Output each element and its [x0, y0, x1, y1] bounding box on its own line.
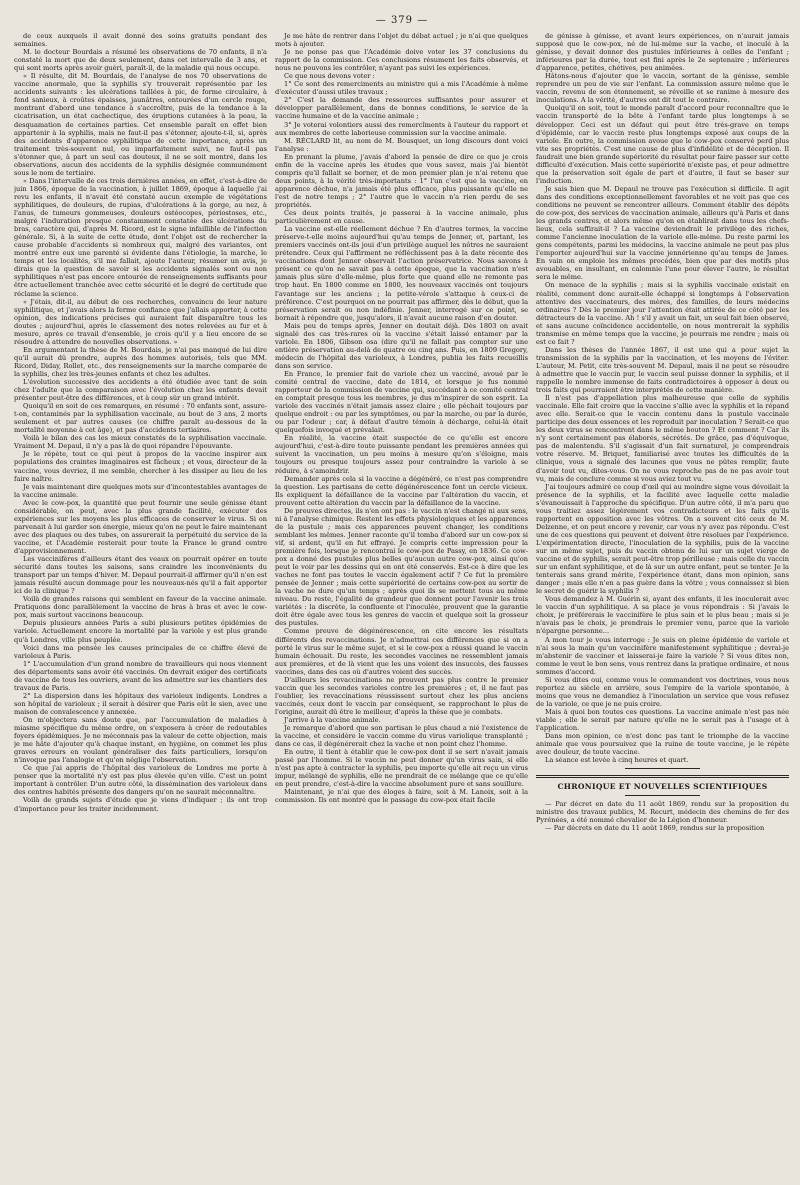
paragraph: Je vais maintenant dire quelques mots sur d'incontestables avantages de la vaccine animale.	[14, 482, 267, 499]
paragraph: En prenant la plume, j'avais d'abord la pensée de dire ce que je crois enfin de la vaccine après les études que vous savez, mais j'ai bientôt compris qu'il fallait se borner, et de mon premier plan je n'ai retenu que deux points, à la vérité très-importants : 1° l'un c'est que la vaccine, en apparence déchue, n'a jamais été plus efficace, plus puissante qu'elle ne l'est de notre temps ; 2° l'autre que le vaccin n'a rien perdu de ses propriétés.	[275, 152, 528, 209]
paragraph: 1° Ce sont des remerciments au ministre qui a mis l'Académie à même d'exécuter d'aussi utiles travaux ;	[275, 80, 528, 97]
paragraph: 2° C'est la demande des ressources suffisantes pour assurer et développer parallèlement, dans de bonnes conditions, le service de la vaccine humaine et de la vaccine animale ;	[275, 96, 528, 121]
paragraph: « Il résulte, dit M. Bourdais, de l'analyse de nos 70 observations de vaccine anormale, que la syphilis s'y trouverait représentée par les accidents suivants : les ulcérations taillées à pic, de forme circulaire, à fond sanieux, à croûtes épaisses, jaunâtres, entourées d'un cercle rouge, montrant d'abord une tendance à s'accroître, puis de la tendance à la cicatrisation, un état cachectique, des éruptions cutanées à la peau, la desquamation de certaines parties. Cet ensemble paraît en effet bien appartenir à la syphilis, mais ne faut-il pas s'étonner, ajoute-t-il, si, après des accidents d'apparence syphilitique de cette importance, après un traitement très-souvent nul, ou imparfaitement suivi, ne faut-il pas s'étonner que, à part un seul cas douteux, il ne se soit montré, dans les observations, aucun des accidents de la syphilis désignée communément sous le nom de tertiaire.	[14, 72, 267, 177]
paragraph: Je sais bien que M. Depaul ne trouve pas l'exécution si difficile. Il agit dans des conditions exceptionnellement favorables et ne voit pas que ces conditions ne peuvent se rencontrer ailleurs. Comment établir des dépôts de cow-pox, des services de vaccination animale, ailleurs qu'à Paris et dans les grands centres, et alors même qu'on en établirait dans tous les chefs-lieux, cela suffirait-il ? La vaccine deviendrait le privilège des riches, comme l'ancienne inoculation de la variole elle-même. Du reste parmi les gens compétents, parmi les médecins, la vaccine animale ne peut pas plus l'emporter aujourd'hui sur la vaccine jennérienne qu'au temps de James. En vain on emploie les mêmes procédés, bien que par des motifs plus avouables, en insultant, en calomnie l'une pour élever l'autre, le résultat sera le même.	[536, 184, 789, 282]
columns	[14, 32, 790, 1180]
paragraph: La séance est levée à cinq heures et quart.	[545, 756, 689, 765]
paragraph: En réalité, la vaccine était suspectée de ce qu'elle est encore aujourd'hui, c'est-à-dire toute puissante pendant les premières années qui suivent la vaccination, un peu moins à mesure qu'on s'éloigne, mais toujours ou presque toujours assez pour contraindre la variole à se réduire, à s'amoindrir.	[275, 434, 528, 475]
paragraph: Voilà de grandes raisons qui semblent en faveur de la vaccine animale. Pratiquons donc parallèlement la vaccine de bras à bras et avec le cow-pox, mais surtout vaccinons beaucoup.	[14, 595, 267, 620]
paragraph: Demander après cela si la vaccine a dégénéré, ce n'est pas comprendre la question. Les partisans de cette dégénérescence font un cercle vicieux. Ils expliquent la défaillance de la vaccine par l'altération du vaccin, et prouvent cette altération du vaccin par la défaillance de la vaccine.	[275, 474, 528, 507]
paragraph: Vous demandez à M. Guérin si, ayant des enfants, il les inoculerait avec le vaccin d'un syphilitique. A sa place je vous répondrais : Si j'avais le choix, je préférerais le vaccinifère le plus sain et le plus beau ; mais si je n'avais pas le choix, je prendrais le premier venu, parce que la variole n'épargne personne...	[536, 595, 789, 636]
page-number: — 379 —	[375, 15, 429, 26]
paragraph: de ceux auxquels il avait donné des soins gratuits pendant des semaines.	[14, 32, 267, 49]
paragraph: 3° Je voterai volontiers aussi des remercîments à l'auteur du rapport et aux membres de cette laborieuse commission sur la vaccine animale.	[275, 120, 528, 137]
column-2	[275, 32, 528, 1180]
paragraph: Je ne pense pas que l'Académie doive voter les 37 conclusions du rapport de la commission. Ces conclusions résument les faits observés, et nous ne pouvons les contrôler, n'ayant pas suivi les expériences.	[275, 48, 528, 73]
section-rule	[536, 775, 789, 778]
paragraph: Je remarque d'abord que son partisan le plus chaud a nié l'existence de la vaccine, et considère le vaccin comme du virus variolique transplanté ; dans ce cas, il dégénérerait chez la vache et non point chez l'homme.	[275, 724, 528, 749]
paragraph: Il n'est pas d'appellation plus malheureuse que celle de syphilis vaccinale. Elle fait croire que la vaccine s'allie avec la syphilis et la répand avec elle. Serait-ce que le vaccin contenu dans la pustule vaccinale participe des deux essences et les reproduit par inoculation ? Serait-ce que les deux virus se rencontrent dans le même bouton ? Et comment ? Car ils n'y sont certainement pas élaborés, sécrétés. De grâce, pas d'équivoque, pas de malentendu. S'il s'agissait d'un fait surnaturel, je comprendrais votre réserve. M. Briquet, familiarisé avec toutes les difficultés de la clinique, vous a signalé des lacunes que vous ne pûtes remplir, faute d'avoir tout vu, dites-vous. On ne vous reproche pas de ne pas avoir tout vu, mais de conclure comme si vous aviez tout vu.	[536, 394, 789, 483]
paragraph: Ces deux points traités, je passerai à la vaccine animale, plus particulièrement en cause.	[275, 209, 528, 226]
paragraph: de génisse à génisse, et avant leurs expériences, on n'aurait jamais supposé que le cow-pox, né de lui-même sur la vache, et inoculé à la génisse, y devait donner des pustules inférieures à celles de l'enfant ; inférieures par la durée, tout est fini après le 2e septenaire ; inférieures d'apparence, petites, chétives, peu animées.	[536, 32, 789, 73]
paragraph: Quoiqu'il en soit, tout le monde paraît d'accord pour reconnaître que le vaccin transporté de la bête à l'enfant tarde plus longtemps à se développer. Ceci est un défaut qui peut être très-grave en temps d'épidémie, car le vaccin reste plus longtemps exposé aux coups de la variole. En outre, la commission avoue que le cow-pox conservé perd plus vite ses propriétés. C'est une cause de plus d'infidélité et de déception. Il faudrait une bien grande supériorité du résultat pour faire passer sur cette difficulté d'exécution. Mais cette supériorité n'existe pas, et pour admettre que la préservation soit égale de part et d'autre, il faut se baser sur l'induction.	[536, 104, 789, 185]
paragraph: De preuves directes, ils n'en ont pas : le vaccin n'est changé ni aux sens, ni à l'analyse chimique. Restent les effets physiologiques et les apparences de la pustule ; mais ces apparences peuvent changer, les conditions semblant les mêmes. Jenner raconte qu'il tomba d'abord sur un cow-pox si vif, si ardent, qu'il en fut effrayé. Je compris cette impression pour la première fois, lorsque je rencontrai le cow-pox de Passy, en 1836. Ce cow-pox a donné des pustules plus belles qu'aucun autre cow-pox, ainsi qu'on peut le voir par les dessins qui en ont été conservés. Est-ce à dire que les vaches ne font pas toutes le vaccin également actif ? Ce fut la première pensée de Jenner ; mais cette supériorité de certains cow-pox au sortir de la vache ne dure qu'un temps ; après quoi ils se mettent tous au même niveau. Du reste, l'égalité de grandeur que donnent pour l'avenir les trois variétés : la discrète, la confluente et l'inoculée, prouvent que la garantie doit être égale avec tous les genres de vaccin et quelque soit la grosseur des pustules.	[275, 506, 528, 628]
paragraph: Voici dans ma pensée les causes principales de ce chiffre élevé de varioleux à Paris.	[14, 643, 267, 660]
paragraph: M. RÉCLARD lit, au nom de M. Bousquet, un long discours dont voici l'analyse :	[275, 136, 528, 153]
news-item: — Par décrets en date du 11 août 1869, rendus sur la proposition	[545, 824, 765, 833]
paragraph: On m'objectera sans doute que, par l'accumulation de maladies à miasme spécifique du même ordre, on s'exposera à créer de redoutables foyers épidémiques. Je ne méconnais pas la valeur de cette objection, mais je me hâte d'ajouter qu'à chaque instant, en hygiène, on commet les plus graves erreurs en voulant généraliser des faits particuliers, lorsqu'on n'invoque pas l'analogie et qu'on néglige l'observation.	[14, 715, 267, 765]
paragraph: Mais à quoi bon toutes ces questions. La vaccine animale n'est pas née viable ; elle le serait par nature qu'elle ne le serait pas à l'usage et à l'application.	[536, 707, 789, 733]
paragraph: « Dans l'intervalle de ces trois dernières années, en effet, c'est-à-dire de juin 1866, époque de la vaccination, à juillet 1869, époque à laquelle j'ai revu les enfants, il n'avait été constaté aucun exemple de végétations syphilitiques, de douleurs, de rupias, d'ulcérations à la gorge, au nez, à l'anus, de tumeurs gommeuses, douleurs ostéocopes, périostoses, etc., malgré l'induration presque constamment constatée des ulcérations du bras, caractère qui, d'après M. Ricord, est le signe infaillible de l'infection générale. Si, à la suite de cette étude, dont l'objet est de rechercher la cause probable d'accidents si nombreux qui, malgré des variantes, ont montré entre eux une parenté si évidente dans l'étiologie, la marche, le temps et les localités, s'il me fallait, ajoute l'auteur, résumer un avis, je dirais que la question de savoir si les accidents signalés sont ou non syphilitiques n'est pas encore entourée de renseignements suffisants pour être actuellement tranchée avec cette sécurité et le degré de certitude que réclame la science.	[14, 176, 267, 298]
paragraph: Je me hâte de rentrer dans l'objet du débat actuel ; je n'ai que quelques mots à ajouter.	[275, 32, 528, 49]
paragraph: A mon tour je vous interroge : Je suis en pleine épidémie de variole et n'ai sous la main qu'un vaccinifère manifestement syphilitique ; devrai-je m'abstenir de vacciner et laisserai-je faire la variole ? Si vous dites non, comme le veut le bon sens, vous rentrez dans la pratique ordinaire, et nous sommes d'accord.	[536, 635, 789, 676]
paragraph: D'ailleurs les revaccinations ne prouvent pas plus contre le premier vaccin que les secondes varioles contre les premières ; et, il ne faut pas l'oublier, les revaccinations réussissent surtout chez les plus anciens vaccinés, ceux dont le vaccin par conséquent, se rapprochant le plus de l'origine, aurait dû être le meilleur, d'après la thèse que je combats.	[275, 675, 528, 716]
paragraph: Comme preuve de dégénérescence, on cite encore les résultats différents des revaccinations. Je n'admettrai ces différences que si on a porté le virus sur le même sujet, et si le cow-pox a réussi quand le vaccin humain échouait. Du reste, les secondes vaccines ne ressemblent jamais aux premières, et de là vient que les uns voient des insuccès, des fausses vaccines, dans des cas où d'autres voient des succès.	[275, 627, 528, 676]
paragraph: Dans les thèses de l'année 1867, il est une qui a pour sujet la transmission de la syphilis par la vaccination, et les moyens de l'éviter. L'auteur, M. Petit, cite très-souvent M. Depaul, mais il ne peut se résoudre à admettre que le vaccin pur, le vaccin seul puisse donner la syphilis, et il rappelle le nombre immense de faits contradictoires à opposer à deux ou trois faits qui pourraient être interprétés de cette manière.	[536, 345, 789, 395]
paragraph: Je le répète, tout ce qui peut à propos de la vaccine inspirer aux populations des craintes imaginaires est fâcheux ; et vous, directeur de la vaccine, vous devriez, il me semble, chercher à les dissiper au lieu de les faire naître.	[14, 450, 267, 483]
paragraph: L'évolution successive des accidents a été étudiée avec tant de soin chez l'adulte que la comparaison avec l'évolution chez les enfants devait présenter peut-être des différences, et à coup sûr un grand intérêt.	[14, 378, 267, 403]
paragraph: Voilà de grands sujets d'étude que je viens d'indiquer ; ils ont trop d'importance pour les traiter incidemment.	[14, 796, 267, 813]
paragraph: Quoiqu'il en soit de ces remarques, en résumé : 70 enfants sont, assure-t-on, contaminés par la syphilisation vaccinale, au bout de 3 ans, 2 morts seulement et par autres causes (ce chiffre paraît au-dessous de la mortalité moyenne à cet âge), et pas d'accidents tertiaires.	[14, 402, 267, 435]
paragraph: J'ai toujours admiré ce coup d'œil qui au moindre signe vous dévoilait la présence de la syphilis, et la facilité avec laquelle cette maladie s'évanouissait à l'approche du spécifique. D'un autre côté, il m'a paru que vous traitiez assez légèrement vos contradicteurs et les faits qu'ils rapportent en opposition avec les vôtres. On a souvent cité ceux de M. Delzenne, et on peut encore y revenir, car vous n'y avez pas répondu. C'est une de ces questions qui peuvent et doivent être résolues par l'expérience. L'expérimentation directe, l'inoculation de la syphilis, puis de la vaccine sur un même sujet, puis du vaccin obtenu de lui sur un sujet vierge de vaccine et de syphilis, serait peut-être trop périlleuse ; mais celle du vaccin sur un enfant syphilitique, et de là sur un autre enfant, peut se tenter. Je la tenterais sans grand mérite, l'expérience étant, dans mon opinion, sans danger ; mais elle n'en a pas guère dans la vôtre ; vous connaissez si bien le secret de guérir la syphilis ?	[536, 482, 789, 596]
paragraph: Avec le cow-pox, la quantité que peut fournir une seule génisse étant considérable, on peut, avec la plus grande facilité, exécuter des expériences sur les moyens les plus efficaces de conserver le virus. Si on parvenait à lui garder son énergie, mieux qu'on ne peut le faire maintenant avec des plaques ou des tubes, on assurerait la perpétuité du service de la vaccine, et l'Académie resterait pour toute la France le grand centre d'approvisionnement.	[14, 498, 267, 555]
chronique-title: CHRONIQUE ET NOUVELLES SCIENTIFIQUES	[557, 782, 768, 792]
paragraph: Ce que nous devons voter :	[284, 72, 375, 81]
paragraph: La vaccine est-elle réellement déchue ? En d'autres termes, la vaccine préserve-t-elle moins aujourd'hui qu'au temps de Jenner, et, partant, les premiers vaccinés ont-ils joui d'un privilège auquel les nôtres ne sauraient prétendre. Ceux qui l'affirment ne réfléchissent pas à la date récente des vaccinations dont Jenner observait l'action préservatrice. Nous savons à présent ce qu'on ne savait pas à cette époque, que la vaccination n'est jamais plus sûre d'elle-même, plus forte que quand elle ne remonte pas trop haut. En 1800 comme en 1800, les nouveaux vaccinés ont toujours l'avantage sur les anciens ; la petite-vérole s'attaque à ceux-ci de préférence. C'est pourquoi on ne pourrait pas affirmer, dès le début, que la préservation serait ou non indéfinie. Jenner, interrogé sur ce point, se bornait à répondre que, jusqu'alors, il n'avait aucune raison d'en douter.	[275, 225, 528, 322]
paragraph: On menace de la syphilis ; mais si la syphilis vaccinale existait en réalité, comment donc aurait-elle échappé si longtemps à l'observation attentive des vaccinateurs, des mères, des familles, de leurs médecins ordinaires ? Dès le premier jour l'attention était attirée de ce côté par les détracteurs de la vaccine. Ah ! s'il y avait un fait, un seul fait bien observé, et sans aucune coïncidence accidentelle, on nous montrerait la syphilis transmise en même temps que la vaccine, je pourrais me rendre ; mais où est ce fait ?	[536, 281, 789, 346]
paragraph: J'arrive à la vaccine animale.	[284, 715, 381, 724]
paragraph: Si vous dites oui, comme vous le commandent vos doctrines, vous nous reportez au siècle en arrière, sous l'empire de la variole spontanée, à moins que vous ne demandiez à l'inoculation un service que vous refusez de la variole, ce que je ne puis croire.	[536, 675, 789, 708]
paragraph: 1° L'accumulation d'un grand nombre de travailleurs qui nous viennent des départements sans avoir été vaccinés. On devrait exiger des certificats de vaccine de tous les ouvriers, avant de les admettre sur les chantiers des travaux de Paris.	[14, 659, 267, 692]
paragraph: Les vaccinifères d'ailleurs étant des veaux on pourrait opérer en toute sécurité dans toutes les saisons, sans craindre les inconvénients du transport par un temps d'hiver. M. Depaul pourrait-il affirmer qu'il n'en est jamais résulté aucun dommage pour les nouveaux-nés qu'il a fait apporter ici de la clinique ?	[14, 555, 267, 596]
chronique-body	[536, 800, 789, 832]
paragraph: M. le docteur Bourdais a résumé les observations de 70 enfants, il n'a constaté la mort que de deux seulement, dans cet intervalle de 3 ans, et qui sont morts après avoir guéri, paraît-il, de la maladie qui nous occupe.	[14, 48, 267, 73]
paragraph: Mais peu de temps après, Jenner en doutait déjà. Dès 1803 on avait signalé des cas très-rares où la vaccine s'était laissé entamer par la variole. En 1806, Gibson osa (dire qu'il ne fallait pas compter sur une entière préservation au-delà de quatre ou cinq ans. Puis, en 1809 Gregory, médecin de l'hôpital des varioleux, à Londres, publia les faits recueillis dans son service.	[275, 321, 528, 370]
paragraph: Ce que j'ai appris de l'hôpital des varioleux de Londres me porte à penser que la mortalité n'y est pas plus élevée qu'en ville. C'est un point important à contrôler. D'un autre côté, la dissémination des varioleux dans des centres habités présente des dangers qu'on ne saurait méconnaître.	[14, 764, 267, 797]
paragraph: « J'étais, dit-il, au début de ces recherches, convaincu de leur nature syphilitique, et j'avais alors la ferme confiance que j'allais apporter, à cette opinion, des indications précises qui auraient fait disparaître tous les doutes ; aujourd'hui, après le classement des notes relevées au fur et à mesure, après ce travail d'ensemble, je crois qu'il y a lieu encore de se résoudre à attendre de nouvelles observations. »	[14, 297, 267, 346]
paragraph: Depuis plusieurs années Paris a subi plusieurs petites épidémies de variole. Actuellement encore la mortalité par la variole y est plus grande qu'à Londres, ville plus peuplée.	[14, 619, 267, 644]
title-rule	[625, 795, 701, 796]
end-rule	[625, 768, 701, 769]
paragraph: Hâtons-nous d'ajouter que le vaccin, sortant de la génisse, semble reprendre un peu de vie sur l'enfant. La commission assure même que le vaccin, revenu de son étonnement, se réveille et se ranime à mesure des inoculations. A la vérité, d'autres ont dit tout le contraire.	[536, 72, 789, 105]
paragraph: 2° La dispersion dans les hôpitaux des varioleux indigents. Londres a son hôpital de varioleux ; il serait à désirer que Paris eût le sien, avec une maison de convalescence y annexée.	[14, 691, 267, 716]
paragraph: En argumentant la thèse de M. Bourdais, je n'ai pas manqué de lui dire qu'il aurait dû prendre, auprès des hommes autorisés, tels que MM. Ricord, Diday, Rollet, etc., des renseignements sur la marche comparée de la syphilis, chez les très-jeunes enfants et chez les adultes.	[14, 345, 267, 378]
news-item: — Par décret en date du 11 août 1869, rendu sur la proposition du ministre des travaux publics, M. Recurt, médecin des chemins de fer des Pyrénées, a été nommé chevalier de la Légion d'honneur.	[536, 800, 789, 825]
paragraph: Maintenant, je n'ai que des éloges à faire, soit à M. Lanoix, soit à la commission. Ils ont montré que le passage du cow-pox était facile	[275, 788, 528, 805]
paragraph: En outre, il tient à établir que le cow-pox dont il se sert n'avait jamais passé par l'homme. Si le vaccin ne peut donner qu'un virus sain, si elle n'est pas apte à contracter la syphilis, peu importe qu'elle ait reçu un virus impur, mélangé de syphilis, elle ne prendrait de ce mélange que ce qu'elle en peut prendre, c'est-à-dire la vaccine absolument pure et sans souillure.	[275, 748, 528, 789]
column-1	[14, 32, 267, 1180]
paragraph: Dans mon opinion, ce n'est donc pas tant le triomphe de la vaccine animale que vous poursuivez que la ruine de toute vaccine, je le répète avec douleur, de toute vaccine.	[536, 732, 789, 757]
paragraph: Voilà le bilan des cas les mieux constatés de la syphilisation vaccinale. Vraiment M. Depaul, il n'y a pas là de quoi répandre l'épouvante.	[14, 434, 267, 451]
paragraph: En France, le premier fait de variole chez un vacciné, avoué par le comité central de vaccine, date de 1814, et lorsque je fus nommé rapporteur de la commission de vaccine qui, succédant à ce comité central en comptait presque tous les membres, je dus m'inspirer de son esprit. La variole des vaccinés n'était jamais assez claire ; elle péchait toujours par quelque endroit : ou par les symptômes, ou par la marche, ou par la durée, ou par l'odeur ; car, à défaut d'autre témoin à décharge, celui-là était quelquefois invoqué et prévalait.	[275, 369, 528, 435]
column-3-body	[536, 32, 789, 764]
column-3	[536, 32, 789, 1180]
